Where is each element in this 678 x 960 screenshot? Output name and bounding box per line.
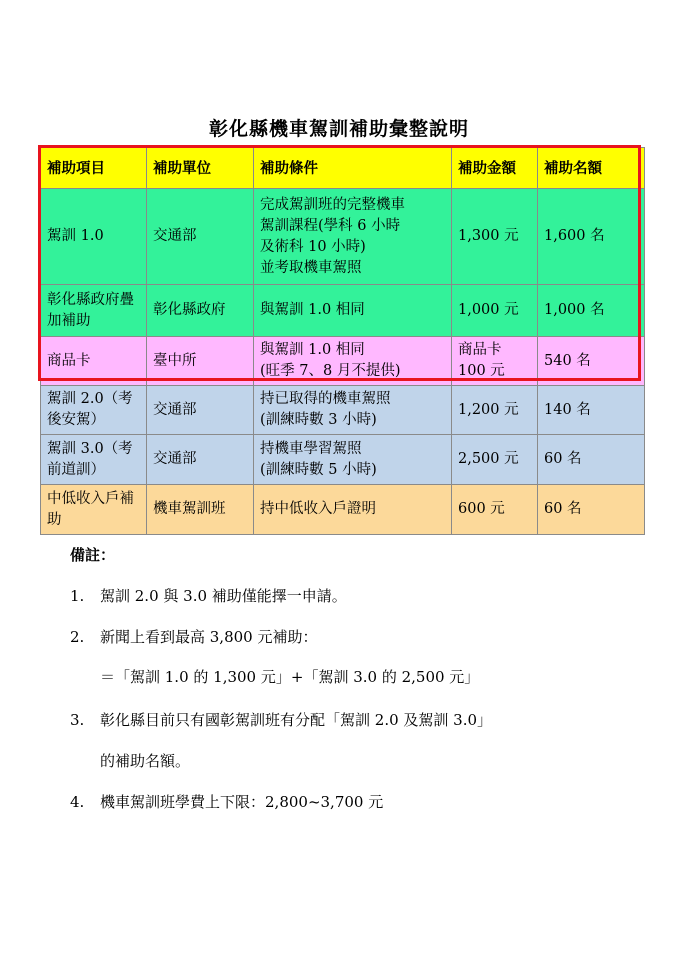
table-row (41, 386, 645, 435)
row-condition: 持中低收入戶證明 (254, 485, 452, 535)
row-amount: 600 元 (452, 485, 538, 535)
row-item: 駕訓 2.0（考後安駕） (41, 386, 147, 435)
row-quota: 140 名 (538, 386, 645, 435)
note-item (70, 626, 317, 647)
table-row (41, 337, 645, 386)
row-condition: 完成駕訓班的完整機車 駕訓課程(學科 6 小時 及術科 10 小時) 並考取機車駕照 (254, 189, 452, 285)
header-condition: 補助條件 (254, 148, 452, 189)
row-item: 駕訓 1.0 (41, 189, 147, 285)
document-title: 彰化縣機車駕訓補助彙整說明 (208, 118, 469, 140)
subsidy-table (40, 147, 645, 535)
note-text: 彰化縣目前只有國彰駕訓班有分配「駕訓 2.0 及駕訓 3.0」 (100, 711, 493, 729)
row-unit: 機車駕訓班 (147, 485, 254, 535)
row-item: 駕訓 3.0（考前道訓） (41, 435, 147, 485)
note-item (70, 585, 347, 606)
note-number: 1. (70, 587, 85, 605)
row-amount: 2,500 元 (452, 435, 538, 485)
row-quota: 60 名 (538, 485, 645, 535)
row-amount: 商品卡 100 元 (452, 337, 538, 386)
table-row (41, 189, 645, 285)
row-unit: 交通部 (147, 189, 254, 285)
header-unit: 補助單位 (147, 148, 254, 189)
row-quota: 60 名 (538, 435, 645, 485)
row-unit: 彰化縣政府 (147, 285, 254, 337)
row-unit: 交通部 (147, 386, 254, 435)
note-number: 2. (70, 628, 85, 646)
note-item (70, 791, 383, 812)
row-item: 彰化縣政府疊加補助 (41, 285, 147, 337)
note-text: 的補助名額。 (100, 752, 191, 770)
note-text: 新聞上看到最高 3,800 元補助： (100, 628, 318, 646)
note-text: 機車駕訓班學費上下限：2,800~3,700 元 (100, 793, 384, 811)
row-condition: 持機車學習駕照 (訓練時數 5 小時) (254, 435, 452, 485)
row-condition: 與駕訓 1.0 相同 (254, 285, 452, 337)
row-condition: 持已取得的機車駕照 (訓練時數 3 小時) (254, 386, 452, 435)
table-row (41, 285, 645, 337)
row-amount: 1,000 元 (452, 285, 538, 337)
table-header-row (41, 148, 645, 189)
row-condition: 與駕訓 1.0 相同 (旺季 7、8 月不提供) (254, 337, 452, 386)
header-quota: 補助名額 (538, 148, 645, 189)
note-item (100, 750, 190, 771)
note-text: ＝「駕訓 1.0 的 1,300 元」+「駕訓 3.0 的 2,500 元」 (100, 668, 480, 686)
note-text: 駕訓 2.0 與 3.0 補助僅能擇一申請。 (100, 587, 347, 605)
row-item: 中低收入戶補助 (41, 485, 147, 535)
row-unit: 交通部 (147, 435, 254, 485)
table-row (41, 435, 645, 485)
row-unit: 臺中所 (147, 337, 254, 386)
table-row (41, 485, 645, 535)
row-amount: 1,200 元 (452, 386, 538, 435)
header-amount: 補助金額 (452, 148, 538, 189)
row-quota: 540 名 (538, 337, 645, 386)
row-quota: 1,000 名 (538, 285, 645, 337)
note-number: 4. (70, 793, 85, 811)
row-amount: 1,300 元 (452, 189, 538, 285)
note-item (70, 709, 492, 730)
notes-title: 備註： (70, 546, 116, 564)
note-number: 3. (70, 711, 85, 729)
row-quota: 1,600 名 (538, 189, 645, 285)
note-item (100, 666, 479, 687)
row-item: 商品卡 (41, 337, 147, 386)
header-item: 補助項目 (41, 148, 147, 189)
